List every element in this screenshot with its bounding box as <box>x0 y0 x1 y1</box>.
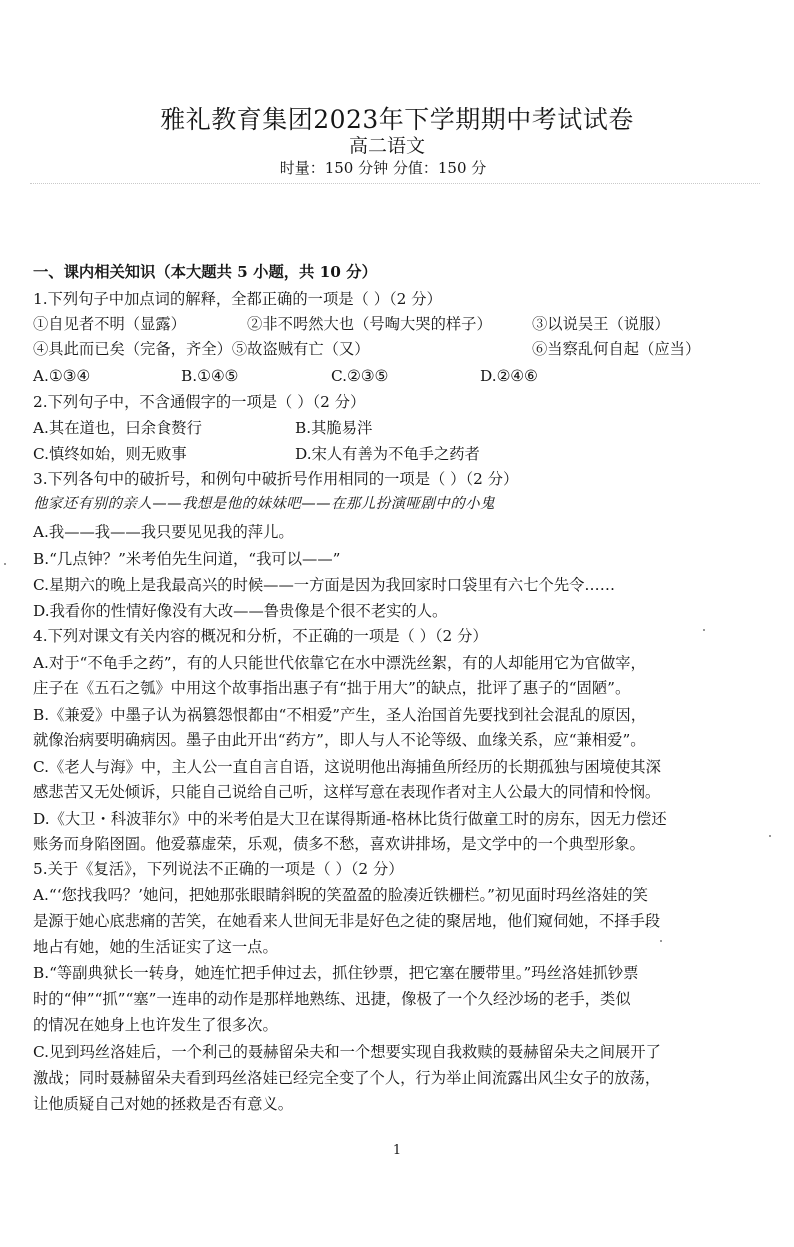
q3-option-c: C.星期六的晚上是我最高兴的时候——一方面是因为我回家时口袋里有六七个先令…… <box>33 576 616 594</box>
q2-stem: 2.下列句子中，不含通假字的一项是（ ）（2 分） <box>33 393 366 411</box>
q1-item: ②非不呺然大也（号啕大哭的样子） <box>247 315 492 333</box>
q5-line: 时的“伸”“抓”“塞”一连串的动作是那样地熟练、迅捷，像极了一个久经沙场的老手，类似 <box>33 990 631 1008</box>
q1-item: ④具此而已矣（完备，齐全）⑤故盗贼有亡（又） <box>33 340 370 358</box>
q4-line: D.《大卫・科波菲尔》中的米考伯是大卫在谋得斯通-格林比货行做童工时的房东，因无力偿还 <box>33 810 667 828</box>
q3-stem: 3.下列各句中的破折号，和例句中破折号作用相同的一项是（ ）（2 分） <box>33 470 519 488</box>
scan-speck <box>769 835 771 837</box>
q4-line: A.对于“不龟手之药”，有的人只能世代依靠它在水中漂洗丝絮，有的人却能用它为官做宰， <box>33 654 646 672</box>
q3-example: 他家还有别的亲人——我想是他的妹妹吧——在那儿扮演哑剧中的小鬼 <box>33 496 495 512</box>
q5-line: 激战；同时聂赫留朵夫看到玛丝洛娃已经完全变了个人，行为举止间流露出风尘女子的放荡， <box>33 1069 661 1087</box>
q5-stem: 5.关于《复活》，下列说法不正确的一项是（ ）（2 分） <box>33 860 404 878</box>
q5-line: 让他质疑自己对她的拯救是否有意义。 <box>33 1095 294 1113</box>
q5-line: 地占有她，她的生活证实了这一点。 <box>33 938 278 956</box>
q3-option-a: A.我——我——我只要见见我的萍儿。 <box>33 523 294 541</box>
q1-item: ①自见者不明（显露） <box>33 315 186 333</box>
scan-speck <box>660 940 662 942</box>
q2-option-a: A.其在道也，曰余食赘行 <box>33 419 202 437</box>
scan-speck <box>4 563 6 565</box>
q5-line: A.“‘您找我吗？’她问，把她那张眼睛斜睨的笑盈盈的脸凑近铁栅栏。”初见面时玛丝洛娃的笑 <box>33 886 648 904</box>
q4-line: 账务而身陷囹圄。他爱慕虚荣，乐观，债多不愁，喜欢讲排场，是文学中的一个典型形象。 <box>33 835 645 853</box>
q4-line: 庄子在《五石之瓠》中用这个故事指出惠子有“拙于用大”的缺点，批评了惠子的“固陋”。 <box>33 679 631 697</box>
q5-line: 是源于她心底悲痛的苦笑，在她看来人世间无非是好色之徒的聚居地，他们窥伺她，不择手段 <box>33 912 661 930</box>
q1-option-c: C.②③⑤ <box>331 367 389 385</box>
q4-line: 感悲苦又无处倾诉，只能自己说给自己听，这样写意在表现作者对主人公最大的同情和怜悯。 <box>33 783 661 801</box>
exam-meta: 时量：150 分钟 分值：150 分 <box>279 159 487 177</box>
q5-line: B.“等副典狱长一转身，她连忙把手伸过去，抓住钞票，把它塞在腰带里。”玛丝洛娃抓钞票 <box>33 964 639 982</box>
q4-stem: 4.下列对课文有关内容的概况和分析，不正确的一项是（ ）（2 分） <box>33 627 488 645</box>
q2-option-b: B.其脆易泮 <box>295 419 373 437</box>
q4-line: B.《兼爱》中墨子认为祸篡怨恨都由“不相爱”产生，圣人治国首先要找到社会混乱的原因， <box>33 706 647 724</box>
q2-option-d: D.宋人有善为不龟手之药者 <box>295 445 480 463</box>
section-heading: 一、课内相关知识（本大题共 5 小题，共 10 分） <box>33 263 377 281</box>
header-divider <box>30 183 760 184</box>
q1-option-a: A.①③④ <box>33 367 91 385</box>
scan-speck <box>703 629 705 631</box>
q5-line: C.见到玛丝洛娃后，一个利己的聂赫留朵夫和一个想要实现自我救赎的聂赫留朵夫之间展开了 <box>33 1043 661 1061</box>
q1-item: ③以说吴王（说服） <box>532 315 670 333</box>
q1-item: ⑥当察乱何自起（应当） <box>532 340 701 358</box>
exam-subject: 高二语文 <box>348 135 425 157</box>
exam-title: 雅礼教育集团2023年下学期期中考试试卷 <box>160 105 634 134</box>
q3-option-b: B.“几点钟？”米考伯先生问道，“我可以——” <box>33 550 341 568</box>
q1-option-d: D.②④⑥ <box>480 367 538 385</box>
q1-stem: 1.下列句子中加点词的解释，全都正确的一项是（ ）（2 分） <box>33 290 442 308</box>
q3-option-d: D.我看你的性情好像没有大改——鲁贵像是个很不老实的人。 <box>33 602 448 620</box>
q2-option-c: C.慎终如始，则无败事 <box>33 445 187 463</box>
q4-line: C.《老人与海》中，主人公一直自言自语，这说明他出海捕鱼所经历的长期孤独与困境使其深 <box>33 758 661 776</box>
q5-line: 的情况在她身上也许发生了很多次。 <box>33 1016 278 1034</box>
q4-line: 就像治病要明确病因。墨子由此开出“药方”，即人与人不论等级、血缘关系，应“兼相爱”。 <box>33 731 646 749</box>
q1-option-b: B.①④⑤ <box>181 367 239 385</box>
page-number: 1 <box>392 1143 402 1158</box>
